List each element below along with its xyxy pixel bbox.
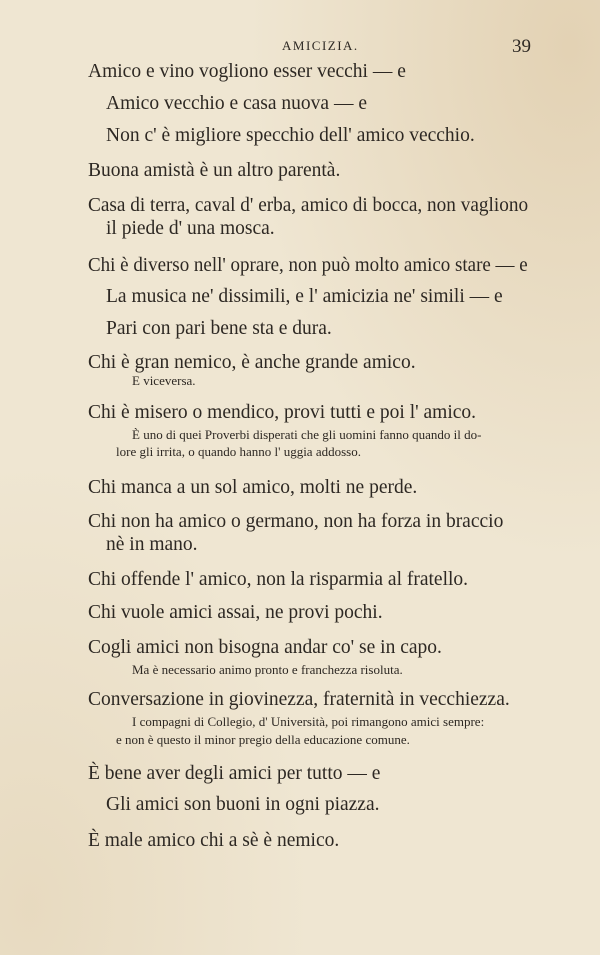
proverb-line: Buona amistà è un altro parentà. xyxy=(88,160,341,181)
proverb-line: Chi non ha amico o germano, non ha forza in braccio xyxy=(88,511,504,532)
proverb-line: Chi è diverso nell' oprare, non può molto amico stare — e xyxy=(88,255,528,276)
proverb-line: Pari con pari bene sta e dura. xyxy=(106,318,332,339)
proverb-line: nè in mano. xyxy=(106,534,198,555)
page-header xyxy=(0,36,600,60)
proverb-line: La musica ne' dissimili, e l' amicizia ne' simili — e xyxy=(106,286,503,307)
proverb-line: Chi è misero o mendico, provi tutti e poi l' amico. xyxy=(88,402,477,423)
proverb-line: Amico vecchio e casa nuova — e xyxy=(106,93,367,114)
proverb-line: Chi è gran nemico, è anche grande amico. xyxy=(88,352,416,373)
proverb-line: Gli amici son buoni in ogni piazza. xyxy=(106,794,380,815)
proverb-line: Cogli amici non bisogna andar co' se in capo. xyxy=(88,637,442,658)
commentary-line: E viceversa. xyxy=(132,373,196,388)
commentary-line: È uno di quei Proverbi disperati che gli uomini fanno quando il do- xyxy=(132,427,482,442)
proverb-line: Amico e vino vogliono esser vecchi — e xyxy=(88,61,406,82)
commentary-line: I compagni di Collegio, d' Università, poi rimangono amici sempre: xyxy=(132,714,485,729)
running-title: AMICIZIA. xyxy=(282,38,359,53)
proverb-line: il piede d' una mosca. xyxy=(106,218,275,239)
proverb-line: Chi offende l' amico, non la risparmia al fratello. xyxy=(88,569,469,590)
proverb-line: È male amico chi a sè è nemico. xyxy=(88,830,340,851)
proverb-line: Conversazione in giovinezza, fraternità in vecchiezza. xyxy=(88,689,510,710)
page-number: 39 xyxy=(512,36,531,57)
proverb-line: Chi vuole amici assai, ne provi pochi. xyxy=(88,602,383,623)
commentary-line: e non è questo il minor pregio della educazione comune. xyxy=(116,732,410,747)
proverb-line: È bene aver degli amici per tutto — e xyxy=(88,763,381,784)
proverb-line: Casa di terra, caval d' erba, amico di bocca, non vagliono xyxy=(88,195,529,216)
commentary-line: lore gli irrita, o quando hanno l' uggia addosso. xyxy=(116,444,361,459)
proverb-line: Non c' è migliore specchio dell' amico vecchio. xyxy=(106,125,475,146)
proverb-line: Chi manca a un sol amico, molti ne perde. xyxy=(88,477,418,498)
commentary-line: Ma è necessario animo pronto e franchezza risoluta. xyxy=(132,662,403,677)
